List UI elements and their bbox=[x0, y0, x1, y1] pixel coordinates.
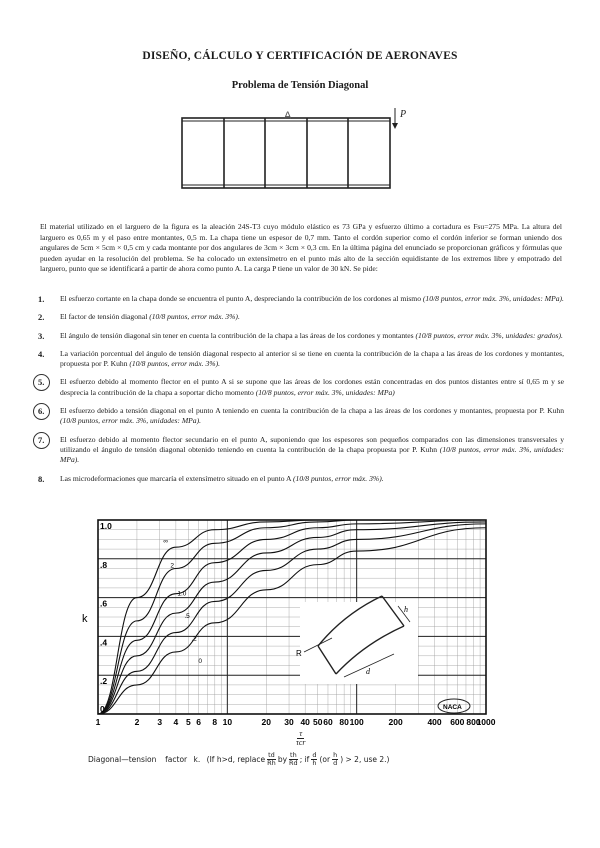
question-text bbox=[60, 349, 564, 370]
beam-figure bbox=[176, 106, 416, 202]
caption-fraction-1-den: Rh bbox=[267, 759, 276, 767]
question-number: 4. bbox=[38, 348, 45, 359]
x-tick-label: 3 bbox=[157, 717, 163, 727]
x-tick-label: 5 bbox=[186, 717, 191, 727]
question-item bbox=[38, 331, 564, 341]
question-text bbox=[60, 474, 564, 484]
inset-panel-sketch bbox=[296, 596, 418, 684]
inset-r-label: R bbox=[296, 649, 302, 658]
x-tick-label: 1000 bbox=[476, 717, 496, 727]
caption-condition: (If h>d, replace bbox=[206, 755, 266, 764]
series-label: .5 bbox=[184, 613, 190, 621]
x-tick-label: 6 bbox=[196, 717, 202, 727]
question-body: Las microdeformaciones que marcaría el extensímetro situado en el punto A bbox=[60, 473, 292, 483]
question-number: 1. bbox=[38, 294, 45, 304]
caption-or: (or bbox=[319, 755, 331, 764]
question-number: 3. bbox=[38, 330, 45, 341]
question-note: (10/8 puntos, error máx. 3%, unidades: MPa). bbox=[422, 294, 564, 303]
question-item bbox=[38, 349, 564, 370]
caption-fraction-3-den: h bbox=[312, 759, 317, 767]
question-number: 2. bbox=[38, 312, 45, 323]
series-label: ∞ bbox=[163, 538, 168, 546]
problem-statement: El material utilizado en el larguero de la figura es la aleación 24S-T3 cuyo módulo elástico es 73 GPa y esfuerzo último a cortadura es Fsu=275 MPa. La altura del larguero es 0,65 m y el paso entre montantes, 0,5 m. La chapa tiene un espesor de 0,7 mm. Tanto el cordón superior como el cordón inferior se forman uniendo dos angulares de 5cm × 5cm × 0,5 cm y cada montante por dos angulares de 3cm × 3cm × 0,3 cm. En la última página del enunciado se proporcionan gráficos y fórmulas que pueden ayudar en la resolución del problema. Se ha colocado un extensímetro en el punto más alto de la sección equidistante de los extremos libre y empotrado del larguero, punto que se identificará a partir de ahora como punto A. La carga P tiene un valor de 30 kN. Se pide: bbox=[40, 222, 562, 274]
y-tick-label: .4 bbox=[100, 637, 108, 648]
question-body: El ángulo de tensión diagonal sin tener en cuenta la contribución de la chapa a las áreas de los cordones y montantes bbox=[60, 330, 414, 340]
question-body: El esfuerzo debido al momento flector secundario en el punto A, suponiendo que los espesores son pequeños comparados con las dimensiones transversales y utilizando el ángulo de tensión diagonal obtenido teniendo en cuenta la contribución de la chapa propuesta por P. Kuhn bbox=[60, 434, 564, 454]
x-tick-label: 30 bbox=[284, 717, 294, 727]
caption-fraction-4 bbox=[332, 752, 338, 767]
load-label: P bbox=[400, 109, 407, 120]
caption-factor: factor bbox=[165, 755, 188, 764]
series-label: .2 bbox=[191, 635, 197, 643]
x-axis-label-denominator: τcr bbox=[296, 738, 306, 747]
inset-h-label: h bbox=[404, 605, 408, 614]
caption-fraction-3-num: d bbox=[312, 751, 317, 759]
x-axis-label bbox=[296, 730, 306, 747]
series-label: 0 bbox=[198, 657, 202, 665]
x-tick-label: 100 bbox=[349, 717, 364, 727]
question-number: 6. bbox=[38, 406, 60, 427]
x-tick-label: 60 bbox=[323, 717, 333, 727]
question-body: El esfuerzo debido al momento flector en el punto A si se supone que las áreas de los cordones están concentradas en dos puntos distantes entre sí 0,65 m y se desprecia la contribución de la chapa a soportar dicho momento bbox=[60, 377, 564, 397]
x-tick-label: 2 bbox=[134, 717, 140, 727]
x-tick-label: 400 bbox=[427, 717, 442, 727]
y-axis-label: k bbox=[82, 613, 88, 625]
naca-logo-text: NACA bbox=[443, 704, 462, 711]
caption-fraction-4-num: h bbox=[333, 751, 338, 759]
series-label: 2 bbox=[170, 562, 174, 570]
x-tick-label: 50 bbox=[312, 717, 323, 727]
y-tick-label: 1.0 bbox=[100, 521, 112, 531]
question-item bbox=[38, 474, 564, 484]
question-note: (10/8 puntos, error máx. 3%, unidades: MPa) bbox=[255, 387, 395, 397]
caption-k: k. bbox=[193, 755, 201, 764]
series-label: 1.0 bbox=[177, 590, 187, 598]
x-tick-label: 10 bbox=[222, 717, 233, 727]
diagonal-tension-chart bbox=[82, 514, 502, 732]
question-text bbox=[60, 331, 564, 341]
question-list bbox=[38, 294, 564, 484]
caption-fraction-4-den: d bbox=[333, 759, 338, 767]
caption-fraction-1-num: td bbox=[268, 751, 275, 759]
page-title: DISEÑO, CÁLCULO Y CERTIFICACIÓN DE AERONAVES bbox=[142, 50, 458, 62]
x-tick-label: 4 bbox=[173, 717, 179, 727]
y-tick-label: .2 bbox=[100, 676, 108, 687]
caption-fraction-2-num: th bbox=[290, 751, 297, 759]
caption-fraction-2-den: Rd bbox=[289, 759, 298, 767]
question-body: El esfuerzo cortante en la chapa donde se encuentra el punto A, despreciando la contribución de los cordones al mismo bbox=[60, 294, 421, 303]
question-note: (10/8 puntos, error máx. 3%). bbox=[129, 359, 221, 369]
series-line bbox=[98, 524, 486, 714]
question-text bbox=[60, 312, 564, 322]
x-tick-label: 600 bbox=[450, 717, 465, 727]
x-tick-label: 80 bbox=[339, 717, 349, 727]
x-axis-label-numerator: τ bbox=[299, 729, 303, 738]
caption-fraction-3 bbox=[311, 752, 317, 767]
page-subtitle: Problema de Tensión Diagonal bbox=[231, 80, 369, 91]
caption-by: by bbox=[277, 755, 288, 764]
load-arrow-head bbox=[392, 123, 398, 129]
question-body: La variación porcentual del ángulo de tensión diagonal respecto al anterior si se tiene en cuenta la contribución de la chapa a las áreas de los cordones y montantes, propuesta por P. Kuhn bbox=[60, 348, 564, 369]
chart-ticks bbox=[96, 521, 496, 727]
caption-prefix: Diagonal—tension bbox=[88, 755, 157, 764]
question-note: (10/8 puntos, error máx. 3%, unidades: MPa). bbox=[60, 416, 202, 426]
x-tick-label: 20 bbox=[261, 717, 272, 727]
question-body: El factor de tensión diagonal bbox=[60, 312, 148, 322]
inset-d-label: d bbox=[366, 667, 370, 676]
question-note: (10/8 puntos, error máx. 3%, unidades: MPa). bbox=[60, 444, 565, 465]
caption-tail: ) > 2, use 2.) bbox=[340, 755, 390, 764]
question-item bbox=[38, 406, 564, 427]
y-tick-label: .6 bbox=[100, 598, 108, 609]
beam-outline bbox=[182, 118, 390, 188]
question-text bbox=[60, 435, 564, 466]
caption-if: ; if bbox=[299, 755, 310, 764]
question-note: (10/8 puntos, error máx. 3%, unidades: grados). bbox=[415, 330, 563, 340]
point-a-label: A bbox=[284, 110, 292, 122]
inset-background bbox=[300, 602, 418, 684]
question-note: (10/8 puntos, error máx. 3%). bbox=[293, 473, 384, 483]
question-item bbox=[38, 435, 564, 466]
question-item bbox=[38, 294, 564, 304]
y-tick-label: 0 bbox=[100, 704, 105, 714]
question-number: 7. bbox=[38, 435, 60, 466]
question-body: El esfuerzo debido a tensión diagonal en el punto A teniendo en cuenta la contribución de la chapa a las áreas de los cordones y montantes, propuesta por P. Kuhn bbox=[60, 406, 564, 416]
naca-logo bbox=[438, 699, 470, 713]
question-number: 5. bbox=[38, 377, 60, 398]
x-tick-label: 8 bbox=[212, 717, 218, 727]
question-item bbox=[38, 312, 564, 322]
caption-fraction-1 bbox=[267, 752, 276, 767]
series-line bbox=[98, 528, 486, 714]
x-tick-label: 40 bbox=[300, 717, 310, 727]
question-text bbox=[60, 406, 564, 427]
question-item bbox=[38, 377, 564, 398]
question-text bbox=[60, 294, 564, 304]
x-tick-label: 800 bbox=[466, 717, 481, 727]
x-tick-label: 200 bbox=[388, 717, 403, 727]
question-text bbox=[60, 377, 564, 398]
x-tick-label: 1 bbox=[95, 717, 101, 727]
caption-fraction-2 bbox=[289, 752, 298, 767]
y-tick-label: .8 bbox=[100, 559, 108, 570]
question-note: (10/8 puntos, error máx. 3%). bbox=[149, 312, 240, 322]
chart-caption bbox=[88, 752, 518, 767]
question-number: 8. bbox=[38, 473, 45, 484]
